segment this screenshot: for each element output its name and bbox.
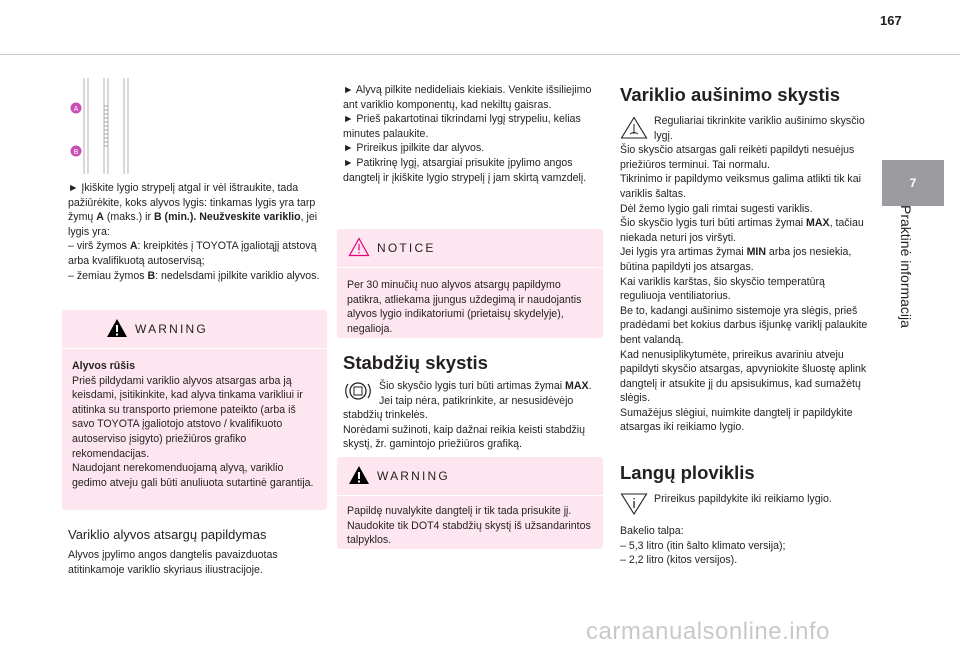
- dipstick-illustration: [68, 76, 148, 176]
- above-a-text: – virš žymos A: kreipkitės į TOYOTA įgaliotąjį atstovą arba kvalifikuotą autoservisą;: [68, 240, 317, 267]
- capacity-label: Bakelio talpa:: [620, 525, 684, 537]
- brake-max: MAX: [565, 380, 589, 392]
- brake-warning-text: Papildę nuvalykite dangtelį ir tik tada prisukite jį. Naudokite tik DOT4 stabdžių skystį iš užsandarintos talpyklos.: [347, 505, 591, 547]
- step-1: ► Alyvą pilkite nedideliais kiekiais. Venkite išsiliejimo ant variklio komponentų, kad nekiltų gaisras.: [343, 84, 592, 111]
- warning-title: Alyvos rūšis: [72, 360, 136, 372]
- below-b-text: – žemiau žymos B: nedelsdami įpilkite variklio alyvos.: [68, 269, 320, 282]
- coolant-p5: Jei lygis yra artimas žymai MIN arba jos nesiekia, būtina papildyti jos atsargas.: [620, 246, 852, 273]
- coolant-p4: Šio skysčio lygis turi būti artimas žymai MAX, tačiau niekada neturi jos viršyti.: [620, 217, 864, 244]
- coolant-icon-text: Reguliariai tikrinkite variklio aušinimo skysčio lygį.: [654, 115, 865, 142]
- brake-title: Stabdžių skystis: [343, 352, 488, 373]
- brake-text-1: Šio skysčio lygis turi būti artimas žymai: [379, 380, 566, 392]
- coolant-p2: Tikrinimo ir papildymo veiksmus galima atlikti tik kai variklis šaltas.: [620, 173, 861, 200]
- notice-icon: [348, 237, 370, 257]
- step-4: ► Patikrinę lygį, atsargiai prisukite įpylimo angos dangtelį ir įkiškite lygio strypelį į jam skirtą vamzdelį.: [343, 156, 587, 184]
- dipstick-instructions: ► Įkiškite lygio strypelį atgal ir vėl ištraukite, tada pažiūrėkite, koks alyvos lygis: tinkamas lygis yra tarp žymų A (maks.) ir B (min.). Neužveskite variklio, jei lygis yra:: [68, 182, 318, 238]
- capacity-2: – 2,2 litro (kitos versijos).: [620, 554, 738, 567]
- coolant-p6: Kai variklis karštas, šio skysčio temperatūrą reguliuoja ventiliatorius.: [620, 275, 825, 303]
- page-number: 167: [880, 13, 902, 28]
- coolant-p7: Be to, kadangi aušinimo sistemoje yra slėgis, prieš pradėdami bet kokius darbus išjunkę variklį palaukite bent valandą.: [620, 304, 868, 346]
- section-title: Variklio alyvos atsargų papildymas: [68, 527, 267, 542]
- header-divider: [0, 54, 960, 55]
- label-a: A: [73, 106, 79, 113]
- coolant-p8: Kad nenusiplikytumėte, prireikus avariniu atveju papildyti skysčio atsargas, apvyniokite šluostę aplink dangtelį ir atsukite jį du apsisukimus, kad sumažėtų slėgis.: [620, 348, 867, 405]
- warning-text-2: Naudojant nerekomenduojamą alyvą, variklio gedimo atveju gali būti anuliuota sutartinė garantija.: [72, 462, 314, 489]
- step-3: ► Prireikus įpilkite dar alyvos.: [343, 142, 485, 155]
- notice-header: NOTICE: [377, 241, 436, 255]
- dipstick-icon: [68, 76, 148, 176]
- warning-text: Prieš pildydami variklio alyvos atsargas arba ją keisdami, įsitikinkite, kad alyva tinkama varikliui ir atitinka su transporto priemone pateikto (arba iš savo TOYOTA įgaliotojo atstovo / kvalifikuoto autoserviso įsigyto) priežiūros grafiko rekomendacijas.: [72, 374, 303, 460]
- chapter-tab[interactable]: 7: [882, 160, 944, 206]
- washer-info-icon: [620, 492, 648, 516]
- label-b: B: [73, 149, 79, 156]
- notice-box: [337, 229, 603, 338]
- footer-watermark: carmanualsonline.info: [586, 618, 830, 645]
- brake-fluid-section: [343, 352, 605, 452]
- warning-header: WARNING: [135, 322, 208, 336]
- column-1-intro: [68, 181, 330, 283]
- brake-warning: [337, 457, 603, 549]
- coolant-p3: Dėl žemo lygio gali rimtai sugesti variklis.: [620, 202, 813, 215]
- brake-text-2: . Jei taip nėra, patikrinkite, ar nesusidėvėjo stabdžių trinkelės.: [343, 380, 592, 422]
- coolant-warning-icon: [620, 116, 648, 140]
- column-3: [620, 84, 873, 435]
- oil-type-warning: [62, 310, 327, 510]
- oil-refill-section: [68, 527, 330, 577]
- brake-fluid-icon: [343, 379, 373, 403]
- warning-icon: [106, 318, 128, 338]
- notice-text: Per 30 minučių nuo alyvos atsargų papildymo patikra, atliekama įjungus uždegimą ir naudojantis alyvos lygio indikatoriumi (prietaisų skydelyje), negalioja.: [347, 279, 582, 335]
- section-text: Alyvos įpylimo angos dangtelis pavaizduotas atitinkamoje variklio skyriaus iliustracijoje.: [68, 549, 278, 576]
- washer-section: [620, 462, 873, 568]
- chapter-title: Praktinė informacija: [898, 205, 914, 328]
- coolant-p1: Šio skysčio atsargas gali reikėti papildyti nesuėjus priežiūros terminui. Tai normalu.: [620, 144, 855, 171]
- brake-text-3: Norėdami sužinoti, kaip dažnai reikia keisti stabdžių skystį, žr. gamintojo priežiūros grafiką.: [343, 423, 586, 451]
- step-2: ► Prieš pakartotinai tikrindami lygį strypeliu, kelias minutes palaukite.: [343, 113, 581, 140]
- column-2-steps: [343, 83, 605, 185]
- capacity-1: – 5,3 litro (itin šalto klimato versija);: [620, 539, 786, 552]
- warning-header: WARNING: [377, 469, 450, 483]
- washer-icon-text: Prireikus papildykite iki reikiamo lygio.: [654, 493, 832, 505]
- coolant-title: Variklio aušinimo skystis: [620, 84, 841, 105]
- washer-title: Langų ploviklis: [620, 462, 755, 483]
- coolant-p9: Sumažėjus slėgiui, nuimkite dangtelį ir papildykite atsargas iki reikiamo lygio.: [620, 406, 853, 434]
- warning-icon: [348, 465, 370, 485]
